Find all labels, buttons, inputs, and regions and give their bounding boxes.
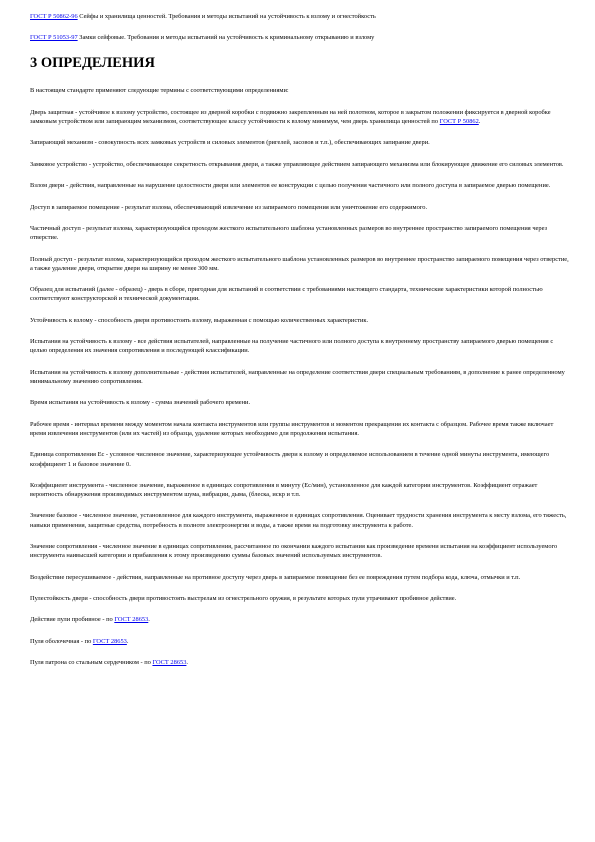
definition-text: Взлом двери - действия, направленные на нарушение целостности двери или элементов ее конструкции с целью получения частичного или полного доступа в запираемое дверью помещение.: [30, 182, 551, 190]
definition-text: Воздействие пересушиваемое - действия, направленные на противное доступу через дверь в запираемое помещение без ее повреждения путем подбора кода, ключа, отмычки и т.п.: [30, 573, 521, 581]
definition-paragraph: [30, 542, 570, 560]
definition-text: Частичный доступ - результат взлома, характеризующийся проходом жесткого испытательного шаблона установленных размеров во внутреннее пространство запираемого помещения через отверстие.: [30, 224, 548, 242]
definition-text: Испытания на устойчивость к взлому - все действия испытателей, направленные на получение частичного или полного доступа к внутреннему пространству запираемого дверью помещения с целью определения их значения сопротивления и последующей классификации.: [30, 338, 554, 355]
definition-text: Образец для испытаний (далее - образец) - дверь в сборе, пригодная для испытаний в соответствии с требованиями настоящего стандарта, технические характеристики которой полностью соответствуют конструкторской и технической документации.: [30, 286, 543, 303]
definition-text: Дверь защитная - устойчивое к взлому устройство, состоящее из дверной коробки с подвижно закрепленным на ней полотном, которое в закрытом положении фиксируется в дверной коробке замковым устройством или запирающим механизмом, соответствующее классу устойчивости к взлому минимум, чем дверь хранилища ценностей по: [30, 108, 551, 125]
definition-suffix: .: [478, 118, 481, 125]
section-heading: 3 ОПРЕДЕЛЕНИЯ: [30, 55, 155, 72]
definition-paragraph: [30, 637, 570, 646]
definition-paragraph: [30, 181, 570, 190]
standard-link[interactable]: ГОСТ 28653: [114, 616, 149, 624]
definition-suffix: .: [148, 616, 150, 624]
definition-text: Время испытания на устойчивость к взлому - сумма значений рабочего времени.: [30, 399, 251, 407]
definition-paragraph: [30, 108, 570, 126]
definition-paragraph: [30, 368, 570, 386]
definition-text: Пуля патрона со стальным сердечником - по: [30, 659, 153, 667]
definition-suffix: .: [186, 659, 189, 667]
definition-text: Значение базовое - численное значение, установленное для каждого инструмента, выраженное в единицах сопротивления. Оценивает трудности хранения инструмента к месту взлома, его тяжесть, навыки применения, защитные средства, потребность в полноте электроэнергии и воды, а также время на подготовку инструмента к работе.: [30, 512, 567, 529]
document-page: [30, 12, 570, 680]
reference-title: Сейфы и хранилища ценностей. Требования и методы испытаний на устойчивость к взлому и огнестойкость: [77, 13, 376, 20]
definition-text: Значение сопротивления - численное значение в единицах сопротивления, рассчитанное по окончании каждого испытания как произведение времени испытания на коэффициент используемого инструмента наивысшей категории и прибавления к этому произведению суммы базовых значений используемых инструментов.: [30, 543, 558, 560]
reference-item: [30, 12, 570, 21]
definition-text: Испытания на устойчивость к взлому дополнительные - действия испытателей, направленные на определение соответствия двери специальным требованиям, в дополнение к ранее определенному минимальному значению сопротивления.: [30, 368, 565, 385]
reference-title: Замки сейфовые. Требования и методы испытаний на устойчивость к криминальному открыванию и взлому: [77, 34, 375, 42]
definition-text: Полный доступ - результат взлома, характеризующийся проходом жесткого испытательного шаблона установленных размеров во внутреннее пространство запираемого помещения через отверстие, а также удаление двери, открытие двери на ширину не менее 300 мм.: [30, 255, 569, 272]
standard-link[interactable]: ГОСТ Р 51053-97: [30, 34, 78, 42]
definition-paragraph: [30, 255, 570, 273]
definition-paragraph: [30, 285, 570, 303]
standard-link[interactable]: ГОСТ 28653: [152, 659, 187, 667]
standard-link[interactable]: ГОСТ Р 50862-96: [30, 13, 78, 20]
definition-paragraph: [30, 224, 570, 242]
definition-text: Коэффициент инструмента - численное значение, выраженное в единицах сопротивления в минуту (Ес/мин), установленное для каждой категории инструментов. Коэффициент отражает вероятность обнаружения производимых инструментом шума, вибрации, дыма, (блеска, искр и т.п.: [30, 481, 538, 499]
definition-text: Рабочее время - интервал времени между моментом начала контакта инструментов или группы инструментов и моментом прекращения их контакта с образцом. Рабочее время также включает время извлечения инструментов (или их частей) из образца, удаление которых необходимо для продолжения испытания.: [30, 420, 554, 437]
definition-suffix: .: [126, 637, 129, 645]
definition-paragraph: [30, 573, 570, 582]
definition-text: Единица сопротивления Ес - условное численное значение, характеризующее устойчивость двери к взлому и определяемое использованием в течение одной минуты инструмента, имеющего коэффициент 1 и базовое значение 0.: [30, 451, 550, 468]
definition-paragraph: [30, 138, 570, 147]
definition-text: Пулестойкость двери - способность двери противостоять выстрелам из огнестрельного оружия, в результате которых пули утрачивают пробивное действие.: [30, 595, 457, 603]
definition-paragraph: [30, 594, 570, 603]
definition-paragraph: [30, 316, 570, 325]
definition-paragraph: [30, 160, 570, 169]
intro-paragraph: В настоящем стандарте применяют следующие термины с соответствующими определениями:: [30, 87, 289, 95]
definition-paragraph: [30, 511, 570, 529]
standard-link[interactable]: ГОСТ 28653: [92, 637, 127, 645]
definition-text: Доступ в запираемое помещение - результат взлома, обеспечивающий извлечение из запираемого помещения или уничтожение его содержимого.: [30, 203, 428, 211]
definition-paragraph: [30, 481, 570, 499]
definition-text: Действие пули пробивное - по: [30, 616, 115, 624]
definition-text: Устойчивость к взлому - способность двери противостоять взлому, выраженная с помощью количественных характеристик.: [30, 316, 369, 324]
definition-paragraph: [30, 203, 570, 212]
definitions-list: [30, 108, 570, 668]
standard-link[interactable]: ГОСТ Р 50862: [439, 118, 479, 125]
definition-paragraph: [30, 658, 570, 667]
definition-paragraph: [30, 337, 570, 355]
definition-paragraph: [30, 615, 570, 624]
definition-text: Пуля оболочечная - по: [30, 637, 93, 645]
definition-text: Запирающий механизм - совокупность всех замковых устройств и силовых элементов (ригелей, засовов и т.п.), обеспечивающих запирание двери.: [30, 139, 430, 147]
reference-list: [30, 12, 570, 42]
definition-paragraph: [30, 450, 570, 468]
definition-paragraph: [30, 398, 570, 407]
definition-text: Замковое устройство - устройство, обеспечивающее секретность открывания двери, а также управляющее действием запирающего механизма или блокирующее движение его силовых элементов.: [30, 160, 564, 168]
definition-paragraph: [30, 420, 570, 438]
reference-item: [30, 33, 570, 42]
